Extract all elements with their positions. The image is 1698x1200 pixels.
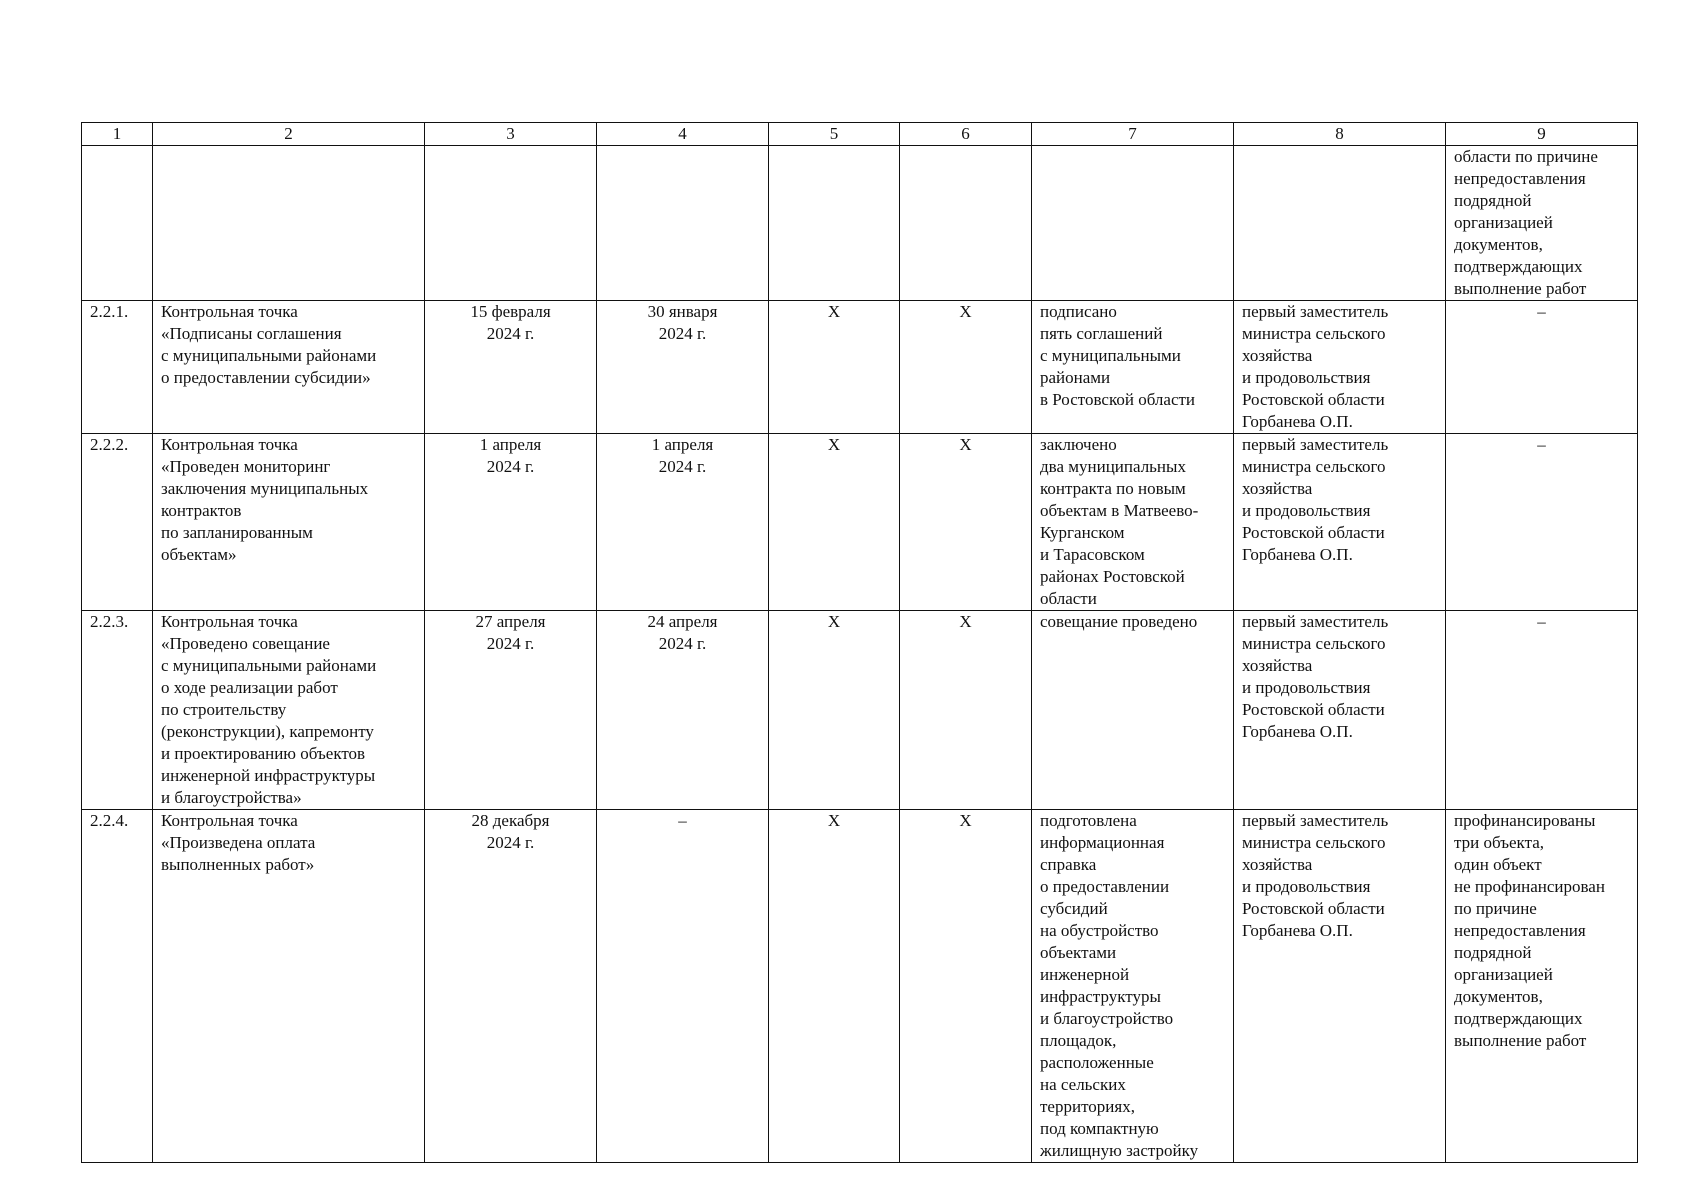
- column-6-cell: [900, 146, 1032, 301]
- column-6-cell: X: [900, 434, 1032, 611]
- table-row: [82, 810, 1638, 1163]
- note-cell: области по причине непредоставления подрядной организацией документов, подтверждающих выполнение работ: [1446, 146, 1638, 301]
- result-cell: подписано пять соглашений с муниципальными районами в Ростовской области: [1032, 301, 1234, 434]
- row-number-cell: 2.2.2.: [82, 434, 153, 611]
- note-cell: профинансированы три объекта, один объект не профинансирован по причине непредоставления подрядной организацией документов, подтверждающих выполнение работ: [1446, 810, 1638, 1163]
- row-number-cell: 2.2.1.: [82, 301, 153, 434]
- actual-date-cell: 1 апреля 2024 г.: [597, 434, 769, 611]
- column-header: 2: [153, 123, 425, 146]
- actual-date-cell: 24 апреля 2024 г.: [597, 611, 769, 810]
- column-header: 9: [1446, 123, 1638, 146]
- responsible-cell: первый заместитель министра сельского хозяйства и продовольствия Ростовской области Горбанева О.П.: [1234, 611, 1446, 810]
- column-header: 4: [597, 123, 769, 146]
- control-points-table: [81, 122, 1638, 1163]
- column-header: 7: [1032, 123, 1234, 146]
- result-cell: заключено два муниципальных контракта по новым объектам в Матвеево- Курганском и Тарасовском районах Ростовской области: [1032, 434, 1234, 611]
- responsible-cell: первый заместитель министра сельского хозяйства и продовольствия Ростовской области Горбанева О.П.: [1234, 301, 1446, 434]
- planned-date-cell: [425, 146, 597, 301]
- responsible-cell: [1234, 146, 1446, 301]
- column-5-cell: [769, 146, 900, 301]
- planned-date-cell: 1 апреля 2024 г.: [425, 434, 597, 611]
- column-5-cell: X: [769, 611, 900, 810]
- row-number-cell: [82, 146, 153, 301]
- table-row: [82, 146, 1638, 301]
- table-row: [82, 611, 1638, 810]
- planned-date-cell: 28 декабря 2024 г.: [425, 810, 597, 1163]
- result-cell: [1032, 146, 1234, 301]
- actual-date-cell: [597, 146, 769, 301]
- result-cell: совещание проведено: [1032, 611, 1234, 810]
- column-6-cell: X: [900, 810, 1032, 1163]
- note-cell: –: [1446, 301, 1638, 434]
- note-cell: –: [1446, 434, 1638, 611]
- column-5-cell: X: [769, 810, 900, 1163]
- control-point-cell: [153, 146, 425, 301]
- control-point-cell: Контрольная точка «Проведен мониторинг заключения муниципальных контрактов по запланированным объектам»: [153, 434, 425, 611]
- column-header: 5: [769, 123, 900, 146]
- column-5-cell: X: [769, 434, 900, 611]
- row-number-cell: 2.2.4.: [82, 810, 153, 1163]
- column-header: 8: [1234, 123, 1446, 146]
- column-6-cell: X: [900, 301, 1032, 434]
- actual-date-cell: –: [597, 810, 769, 1163]
- responsible-cell: первый заместитель министра сельского хозяйства и продовольствия Ростовской области Горбанева О.П.: [1234, 810, 1446, 1163]
- result-cell: подготовлена информационная справка о предоставлении субсидий на обустройство объектами инженерной инфраструктуры и благоустройство площадок, расположенные на сельских территориях, под компактную жилищную застройку: [1032, 810, 1234, 1163]
- column-header: 6: [900, 123, 1032, 146]
- actual-date-cell: 30 января 2024 г.: [597, 301, 769, 434]
- control-point-cell: Контрольная точка «Произведена оплата выполненных работ»: [153, 810, 425, 1163]
- column-header: 1: [82, 123, 153, 146]
- column-6-cell: X: [900, 611, 1032, 810]
- column-5-cell: X: [769, 301, 900, 434]
- control-point-cell: Контрольная точка «Проведено совещание с муниципальными районами о ходе реализации работ по строительству (реконструкции), капремонту и проектированию объектов инженерной инфраструктуры и благоустройства»: [153, 611, 425, 810]
- responsible-cell: первый заместитель министра сельского хозяйства и продовольствия Ростовской области Горбанева О.П.: [1234, 434, 1446, 611]
- control-point-cell: Контрольная точка «Подписаны соглашения с муниципальными районами о предоставлении субсидии»: [153, 301, 425, 434]
- table-row: [82, 434, 1638, 611]
- planned-date-cell: 27 апреля 2024 г.: [425, 611, 597, 810]
- table-row: [82, 301, 1638, 434]
- note-cell: –: [1446, 611, 1638, 810]
- column-header: 3: [425, 123, 597, 146]
- column-number-row: [82, 123, 1638, 146]
- planned-date-cell: 15 февраля 2024 г.: [425, 301, 597, 434]
- row-number-cell: 2.2.3.: [82, 611, 153, 810]
